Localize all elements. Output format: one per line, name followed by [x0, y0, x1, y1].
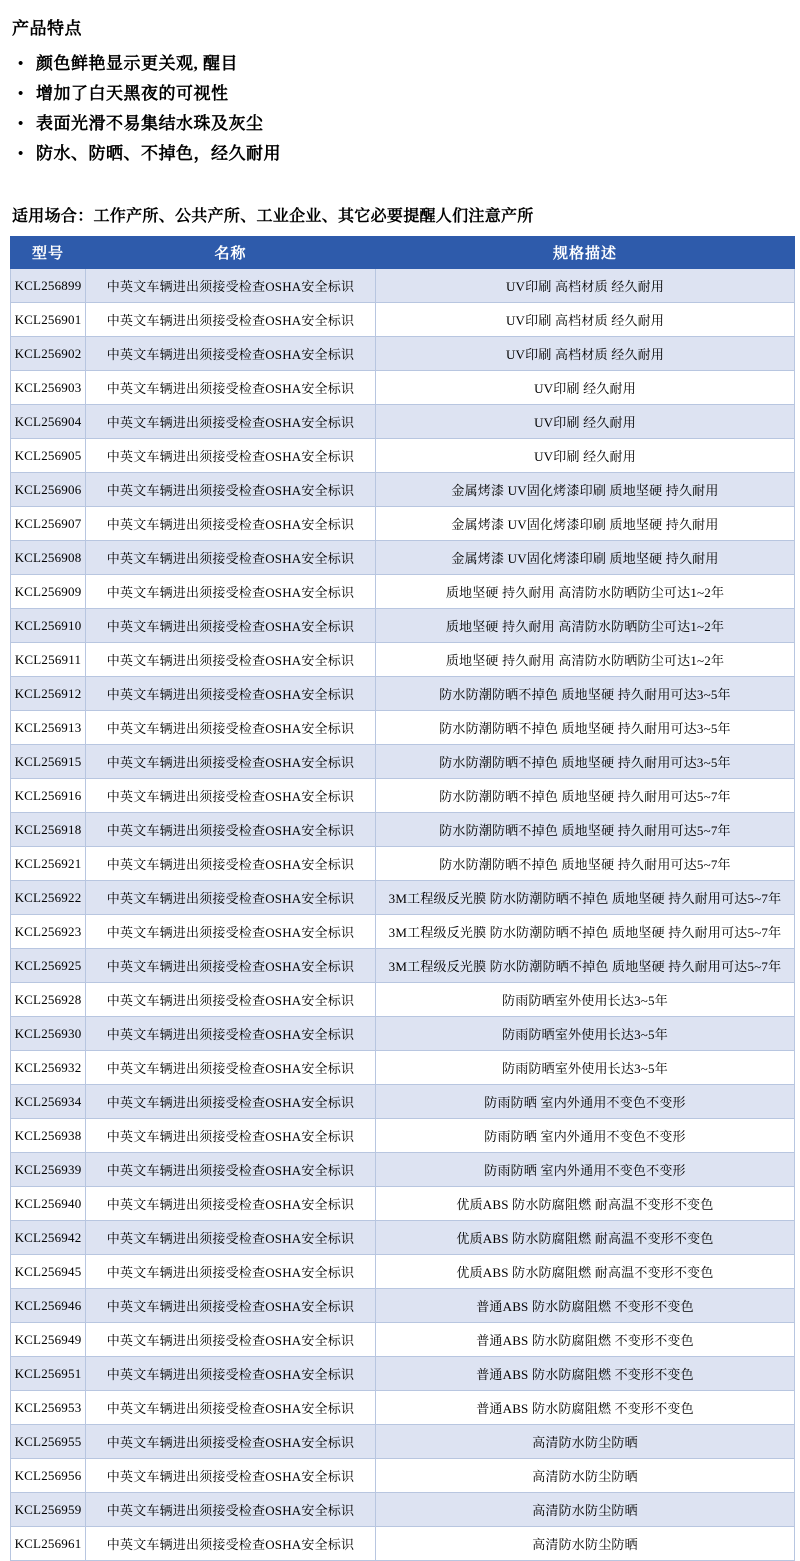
cell-model: KCL256951	[11, 1357, 86, 1391]
cell-model: KCL256922	[11, 881, 86, 915]
bullet-icon: •	[18, 116, 24, 132]
cell-spec: 防水防潮防晒不掉色 质地坚硬 持久耐用可达5~7年	[376, 847, 795, 881]
cell-spec: 防雨防晒 室内外通用不变色不变形	[376, 1119, 795, 1153]
cell-name: 中英文车辆进出须接受检查OSHA安全标识	[86, 269, 376, 303]
table-row	[11, 1493, 795, 1527]
product-table	[10, 236, 795, 1561]
bullet-icon: •	[18, 146, 24, 162]
cell-name: 中英文车辆进出须接受检查OSHA安全标识	[86, 677, 376, 711]
cell-spec: 防雨防晒室外使用长达3~5年	[376, 983, 795, 1017]
cell-name: 中英文车辆进出须接受检查OSHA安全标识	[86, 1255, 376, 1289]
cell-spec: 普通ABS 防水防腐阻燃 不变形不变色	[376, 1357, 795, 1391]
cell-name: 中英文车辆进出须接受检查OSHA安全标识	[86, 1085, 376, 1119]
cell-model: KCL256930	[11, 1017, 86, 1051]
cell-spec: 防雨防晒室外使用长达3~5年	[376, 1017, 795, 1051]
cell-spec: 3M工程级反光膜 防水防潮防晒不掉色 质地坚硬 持久耐用可达5~7年	[376, 915, 795, 949]
bullet-icon: •	[18, 56, 24, 72]
cell-name: 中英文车辆进出须接受检查OSHA安全标识	[86, 1051, 376, 1085]
usage-scenarios-text: 适用场合：工作产所、公共产所、工业企业、其它必要提醒人们注意产所	[12, 208, 534, 225]
cell-model: KCL256945	[11, 1255, 86, 1289]
cell-name: 中英文车辆进出须接受检查OSHA安全标识	[86, 507, 376, 541]
cell-spec: 优质ABS 防水防腐阻燃 耐高温不变形不变色	[376, 1187, 795, 1221]
column-header-name: 名称	[86, 237, 376, 269]
table-row	[11, 303, 795, 337]
column-header-spec: 规格描述	[376, 237, 795, 269]
cell-model: KCL256903	[11, 371, 86, 405]
cell-spec: 金属烤漆 UV固化烤漆印刷 质地坚硬 持久耐用	[376, 541, 795, 575]
table-row	[11, 1323, 795, 1357]
cell-spec: 高清防水防尘防晒	[376, 1493, 795, 1527]
cell-model: KCL256928	[11, 983, 86, 1017]
cell-name: 中英文车辆进出须接受检查OSHA安全标识	[86, 983, 376, 1017]
cell-name: 中英文车辆进出须接受检查OSHA安全标识	[86, 711, 376, 745]
table-row	[11, 1017, 795, 1051]
table-row	[11, 1255, 795, 1289]
cell-spec: 金属烤漆 UV固化烤漆印刷 质地坚硬 持久耐用	[376, 473, 795, 507]
cell-model: KCL256940	[11, 1187, 86, 1221]
cell-spec: UV印刷 高档材质 经久耐用	[376, 303, 795, 337]
cell-spec: 防雨防晒室外使用长达3~5年	[376, 1051, 795, 1085]
table-row	[11, 881, 795, 915]
list-item	[18, 109, 792, 139]
table-row	[11, 1425, 795, 1459]
cell-spec: UV印刷 经久耐用	[376, 371, 795, 405]
cell-model: KCL256907	[11, 507, 86, 541]
cell-model: KCL256901	[11, 303, 86, 337]
cell-model: KCL256932	[11, 1051, 86, 1085]
cell-spec: 优质ABS 防水防腐阻燃 耐高温不变形不变色	[376, 1221, 795, 1255]
cell-name: 中英文车辆进出须接受检查OSHA安全标识	[86, 643, 376, 677]
cell-spec: 金属烤漆 UV固化烤漆印刷 质地坚硬 持久耐用	[376, 507, 795, 541]
features-list	[8, 49, 792, 169]
table-row	[11, 1527, 795, 1561]
features-title: 产品特点	[12, 19, 82, 38]
table-row	[11, 541, 795, 575]
cell-model: KCL256913	[11, 711, 86, 745]
cell-name: 中英文车辆进出须接受检查OSHA安全标识	[86, 1017, 376, 1051]
cell-spec: 防水防潮防晒不掉色 质地坚硬 持久耐用可达5~7年	[376, 779, 795, 813]
table-row	[11, 405, 795, 439]
cell-name: 中英文车辆进出须接受检查OSHA安全标识	[86, 915, 376, 949]
cell-model: KCL256946	[11, 1289, 86, 1323]
table-row	[11, 269, 795, 303]
cell-model: KCL256938	[11, 1119, 86, 1153]
cell-spec: UV印刷 高档材质 经久耐用	[376, 269, 795, 303]
cell-spec: 防水防潮防晒不掉色 质地坚硬 持久耐用可达3~5年	[376, 745, 795, 779]
table-row	[11, 677, 795, 711]
list-item	[18, 139, 792, 169]
cell-name: 中英文车辆进出须接受检查OSHA安全标识	[86, 439, 376, 473]
table-row	[11, 779, 795, 813]
cell-name: 中英文车辆进出须接受检查OSHA安全标识	[86, 813, 376, 847]
cell-spec: 质地坚硬 持久耐用 高清防水防晒防尘可达1~2年	[376, 643, 795, 677]
cell-model: KCL256899	[11, 269, 86, 303]
cell-model: KCL256915	[11, 745, 86, 779]
cell-spec: 防雨防晒 室内外通用不变色不变形	[376, 1153, 795, 1187]
table-row	[11, 745, 795, 779]
cell-spec: 普通ABS 防水防腐阻燃 不变形不变色	[376, 1323, 795, 1357]
cell-name: 中英文车辆进出须接受检查OSHA安全标识	[86, 575, 376, 609]
cell-name: 中英文车辆进出须接受检查OSHA安全标识	[86, 779, 376, 813]
cell-spec: 高清防水防尘防晒	[376, 1527, 795, 1561]
list-item-label: 增加了白天黑夜的可视性	[36, 84, 229, 103]
table-row	[11, 915, 795, 949]
table-row	[11, 983, 795, 1017]
cell-model: KCL256911	[11, 643, 86, 677]
cell-spec: 3M工程级反光膜 防水防潮防晒不掉色 质地坚硬 持久耐用可达5~7年	[376, 881, 795, 915]
cell-name: 中英文车辆进出须接受检查OSHA安全标识	[86, 1391, 376, 1425]
cell-model: KCL256909	[11, 575, 86, 609]
cell-name: 中英文车辆进出须接受检查OSHA安全标识	[86, 847, 376, 881]
cell-model: KCL256956	[11, 1459, 86, 1493]
cell-spec: 普通ABS 防水防腐阻燃 不变形不变色	[376, 1289, 795, 1323]
cell-model: KCL256925	[11, 949, 86, 983]
cell-model: KCL256905	[11, 439, 86, 473]
table-row	[11, 575, 795, 609]
cell-name: 中英文车辆进出须接受检查OSHA安全标识	[86, 303, 376, 337]
list-item-label: 防水、防晒、不掉色，经久耐用	[36, 144, 281, 163]
list-item	[18, 79, 792, 109]
cell-name: 中英文车辆进出须接受检查OSHA安全标识	[86, 1221, 376, 1255]
cell-spec: 高清防水防尘防晒	[376, 1425, 795, 1459]
cell-spec: 普通ABS 防水防腐阻燃 不变形不变色	[376, 1391, 795, 1425]
cell-spec: 优质ABS 防水防腐阻燃 耐高温不变形不变色	[376, 1255, 795, 1289]
cell-model: KCL256918	[11, 813, 86, 847]
cell-name: 中英文车辆进出须接受检查OSHA安全标识	[86, 1323, 376, 1357]
cell-name: 中英文车辆进出须接受检查OSHA安全标识	[86, 405, 376, 439]
list-item-label: 表面光滑不易集结水珠及灰尘	[36, 114, 264, 133]
table-row	[11, 439, 795, 473]
cell-model: KCL256916	[11, 779, 86, 813]
table-header-row	[11, 237, 795, 269]
cell-model: KCL256923	[11, 915, 86, 949]
table-row	[11, 813, 795, 847]
column-header-model: 型号	[11, 237, 86, 269]
cell-spec: 防水防潮防晒不掉色 质地坚硬 持久耐用可达5~7年	[376, 813, 795, 847]
cell-name: 中英文车辆进出须接受检查OSHA安全标识	[86, 745, 376, 779]
cell-name: 中英文车辆进出须接受检查OSHA安全标识	[86, 1153, 376, 1187]
cell-name: 中英文车辆进出须接受检查OSHA安全标识	[86, 609, 376, 643]
cell-name: 中英文车辆进出须接受检查OSHA安全标识	[86, 1425, 376, 1459]
table-row	[11, 1221, 795, 1255]
table-row	[11, 1085, 795, 1119]
cell-model: KCL256939	[11, 1153, 86, 1187]
table-row	[11, 1187, 795, 1221]
cell-name: 中英文车辆进出须接受检查OSHA安全标识	[86, 1289, 376, 1323]
table-row	[11, 507, 795, 541]
bullet-icon: •	[18, 86, 24, 102]
cell-spec: 防水防潮防晒不掉色 质地坚硬 持久耐用可达3~5年	[376, 677, 795, 711]
cell-spec: 防雨防晒 室内外通用不变色不变形	[376, 1085, 795, 1119]
cell-spec: 高清防水防尘防晒	[376, 1459, 795, 1493]
table-row	[11, 643, 795, 677]
table-row	[11, 1153, 795, 1187]
cell-model: KCL256953	[11, 1391, 86, 1425]
table-body	[11, 269, 795, 1561]
list-item	[18, 49, 792, 79]
table-row	[11, 1391, 795, 1425]
table-row	[11, 711, 795, 745]
cell-model: KCL256912	[11, 677, 86, 711]
cell-name: 中英文车辆进出须接受检查OSHA安全标识	[86, 1119, 376, 1153]
cell-model: KCL256961	[11, 1527, 86, 1561]
table-row	[11, 847, 795, 881]
cell-name: 中英文车辆进出须接受检查OSHA安全标识	[86, 1459, 376, 1493]
cell-model: KCL256949	[11, 1323, 86, 1357]
cell-model: KCL256910	[11, 609, 86, 643]
table-row	[11, 473, 795, 507]
cell-model: KCL256942	[11, 1221, 86, 1255]
cell-spec: UV印刷 经久耐用	[376, 439, 795, 473]
table-row	[11, 1459, 795, 1493]
cell-spec: UV印刷 高档材质 经久耐用	[376, 337, 795, 371]
table-row	[11, 1289, 795, 1323]
cell-model: KCL256955	[11, 1425, 86, 1459]
cell-name: 中英文车辆进出须接受检查OSHA安全标识	[86, 1527, 376, 1561]
cell-name: 中英文车辆进出须接受检查OSHA安全标识	[86, 473, 376, 507]
table-row	[11, 337, 795, 371]
cell-name: 中英文车辆进出须接受检查OSHA安全标识	[86, 1493, 376, 1527]
cell-spec: 质地坚硬 持久耐用 高清防水防晒防尘可达1~2年	[376, 575, 795, 609]
cell-model: KCL256921	[11, 847, 86, 881]
cell-model: KCL256908	[11, 541, 86, 575]
table-row	[11, 1357, 795, 1391]
cell-model: KCL256959	[11, 1493, 86, 1527]
table-row	[11, 609, 795, 643]
cell-spec: UV印刷 经久耐用	[376, 405, 795, 439]
table-row	[11, 1119, 795, 1153]
table-row	[11, 371, 795, 405]
cell-model: KCL256902	[11, 337, 86, 371]
table-row	[11, 1051, 795, 1085]
cell-name: 中英文车辆进出须接受检查OSHA安全标识	[86, 1187, 376, 1221]
cell-model: KCL256904	[11, 405, 86, 439]
cell-name: 中英文车辆进出须接受检查OSHA安全标识	[86, 541, 376, 575]
list-item-label: 颜色鲜艳显示更关观, 醒目	[36, 54, 238, 73]
cell-name: 中英文车辆进出须接受检查OSHA安全标识	[86, 1357, 376, 1391]
cell-name: 中英文车辆进出须接受检查OSHA安全标识	[86, 337, 376, 371]
cell-spec: 防水防潮防晒不掉色 质地坚硬 持久耐用可达3~5年	[376, 711, 795, 745]
cell-name: 中英文车辆进出须接受检查OSHA安全标识	[86, 881, 376, 915]
cell-name: 中英文车辆进出须接受检查OSHA安全标识	[86, 949, 376, 983]
cell-name: 中英文车辆进出须接受检查OSHA安全标识	[86, 371, 376, 405]
table-row	[11, 949, 795, 983]
cell-model: KCL256934	[11, 1085, 86, 1119]
cell-spec: 3M工程级反光膜 防水防潮防晒不掉色 质地坚硬 持久耐用可达5~7年	[376, 949, 795, 983]
cell-spec: 质地坚硬 持久耐用 高清防水防晒防尘可达1~2年	[376, 609, 795, 643]
cell-model: KCL256906	[11, 473, 86, 507]
